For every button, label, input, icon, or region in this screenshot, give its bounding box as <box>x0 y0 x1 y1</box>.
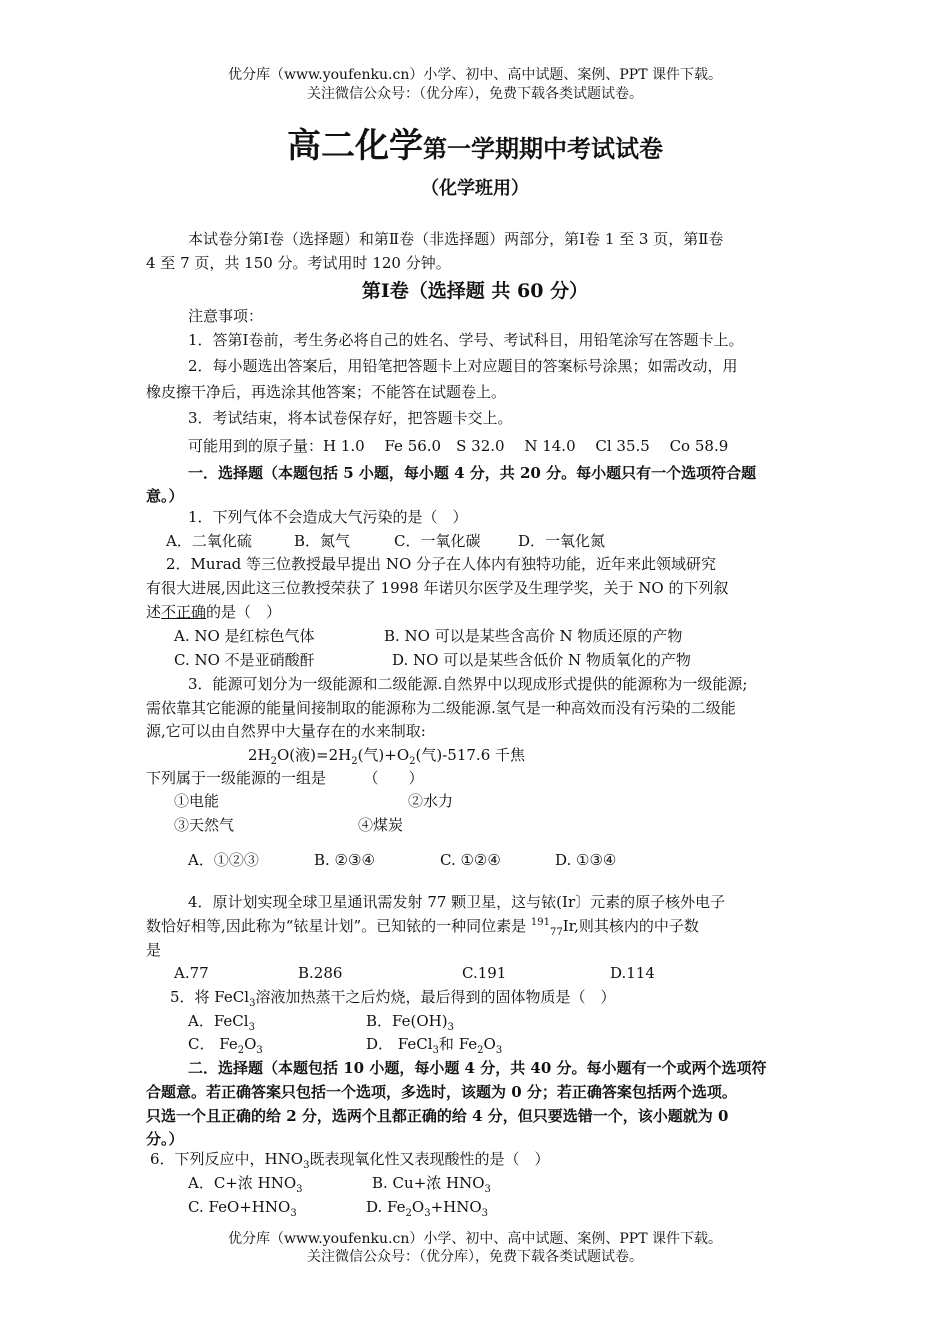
q6-c-text: C. FeO+HNO <box>188 1198 291 1216</box>
q1-option-b: B．氮气 <box>294 532 351 550</box>
q5-stem-sub: 3 <box>249 998 256 1009</box>
q4-line-1: 4．原计划实现全球卫星通讯需发射 77 颗卫星，这与铱(Ir〕元素的原子核外电子 <box>188 893 726 911</box>
page-subtitle: （化学班用） <box>421 178 529 199</box>
eq-part-a: 2H <box>248 746 271 764</box>
eq-part-c: (气)+O <box>357 746 410 764</box>
eq-part-b: O(液)=2H <box>277 746 352 764</box>
intro-line-2: 4 至 7 页，共 150 分。考试用时 120 分钟。 <box>146 254 451 272</box>
note-2b: 橡皮擦干净后，再选涂其他答案；不能答在试题卷上。 <box>146 383 507 401</box>
part1-line-2: 意。） <box>146 487 184 505</box>
q6-d-sub3: 3 <box>481 1208 489 1219</box>
q5-d-sub1: 3 <box>432 1045 439 1056</box>
q1-stem: 1．下列气体不会造成大气污染的是（ ） <box>188 508 468 526</box>
q6-b-text: B. Cu+浓 HNO <box>372 1174 485 1192</box>
section-title: 第Ⅰ卷（选择题 共 60 分） <box>361 280 589 302</box>
q2-underlined: 不正确 <box>161 603 207 621</box>
q5-d-text3: O <box>483 1035 496 1053</box>
intro-line-1: 本试卷分第Ⅰ卷（选择题）和第Ⅱ卷（非选择题）两部分，第Ⅰ卷 1 至 3 页，第Ⅱ卷 <box>188 230 724 248</box>
q5-c-sub1: 2 <box>237 1045 245 1056</box>
q6-option-d <box>366 1197 488 1217</box>
q2-line-3 <box>146 602 281 622</box>
notes-heading: 注意事项： <box>188 307 264 325</box>
q4-line-2 <box>146 916 699 936</box>
note-1: 1．答第Ⅰ卷前，考生务必将自己的姓名、学号、考试科目，用铅笔涂写在答题卡上。 <box>188 331 744 349</box>
q5-c-text2: O <box>244 1035 257 1053</box>
header-line-1: 优分库（www.youfenku.cn）小学、初中、高中试题、案例、PPT 课件下载。 <box>227 67 722 83</box>
q4-line-2b: Ir,则其核内的中子数 <box>562 917 699 935</box>
q4-option-d: D.114 <box>610 964 655 982</box>
q6-stem-a: 6．下列反应中，HNO <box>150 1150 304 1168</box>
q6-stem-sub: 3 <box>303 1160 310 1171</box>
q2-line-1: 2．Murad 等三位教授最早提出 NO 分子在人体内有独特功能，近年来此领域研究 <box>166 555 717 573</box>
q6-b-sub: 3 <box>484 1184 491 1195</box>
eq-part-d: (气)-517.6 千焦 <box>415 746 526 764</box>
q6-option-a <box>188 1173 303 1193</box>
q3-line-3: 源,它可以由自然界中大量存在的水来制取: <box>146 722 426 740</box>
part2-line-1: 二．选择题（本题包括 10 小题，每小题 4 分，共 40 分。每小题有一个或两个选项符 <box>188 1059 767 1077</box>
q5-a-sub: 3 <box>248 1022 255 1033</box>
header-line-2: 关注微信公众号：（优分库），免费下载各类试题试卷。 <box>307 86 643 102</box>
q6-a-text: A．C+浓 HNO <box>188 1174 297 1192</box>
q6-a-sub: 3 <box>296 1184 303 1195</box>
part2-line-2: 合题意。若正确答案只包括一个选项，多选时，该题为 0 分；若正确答案包括两个选项。 <box>146 1083 737 1101</box>
q3-option-a: A．①②③ <box>188 851 259 869</box>
q2-option-c: C. NO 不是亚硝酸酐 <box>174 651 315 669</box>
q6-option-c <box>188 1197 297 1217</box>
q5-a-text: A．FeCl <box>188 1012 249 1030</box>
footer-line-2: 关注微信公众号：（优分库），免费下载各类试题试卷。 <box>307 1249 643 1265</box>
q4-option-c: C.191 <box>462 964 507 982</box>
q4-option-b: B.286 <box>298 964 343 982</box>
q3-item-2: ②水力 <box>408 792 454 810</box>
q6-d-text1: D. Fe <box>366 1198 406 1216</box>
page-title <box>0 118 950 167</box>
q1-option-c: C．一氧化碳 <box>394 532 481 550</box>
q5-stem-a: 5．将 FeCl <box>170 988 250 1006</box>
note-2a: 2．每小题选出答案后，用铅笔把答题卡上对应题目的答案标号涂黑；如需改动，用 <box>188 357 738 375</box>
q5-c-text1: C． Fe <box>188 1035 238 1053</box>
eq-sub-1: 2 <box>270 756 277 767</box>
eq-sub-2: 2 <box>351 756 358 767</box>
q5-d-text2: 和 Fe <box>438 1035 478 1053</box>
q2-option-a: A. NO 是红棕色气体 <box>174 627 315 645</box>
q2-line-3a: 述 <box>146 603 162 621</box>
q6-d-text2: O <box>411 1198 425 1216</box>
q6-d-text3: +HNO <box>430 1198 482 1216</box>
q2-option-b: B. NO 可以是某些含高价 N 物质还原的产物 <box>384 627 683 645</box>
q5-d-text1: D． FeCl <box>366 1035 433 1053</box>
q3-equation <box>248 745 525 765</box>
q5-d-sub3: 3 <box>495 1045 503 1056</box>
q2-option-d: D. NO 可以是某些含低价 N 物质氧化的产物 <box>392 651 691 669</box>
title-small: 第一学期期中考试试卷 <box>423 134 663 163</box>
q4-line-3: 是 <box>146 941 162 959</box>
q2-line-3b: 的是（ ） <box>206 603 282 621</box>
part2-line-4: 分。） <box>146 1130 184 1148</box>
q5-b-text: B．Fe(OH) <box>366 1012 448 1030</box>
q5-stem-b: 溶液加热蒸干之后灼烧，最后得到的固体物质是（ ） <box>255 988 616 1006</box>
part1-line-1: 一．选择题（本题包括 5 小题，每小题 4 分，共 20 分。每小题只有一个选项符合题 <box>188 464 757 482</box>
q4-option-a: A.77 <box>174 964 209 982</box>
q4-mass-number: 191 <box>530 917 550 928</box>
q5-d-sub2: 2 <box>477 1045 484 1056</box>
q6-stem <box>150 1149 549 1169</box>
q3-option-b: B. ②③④ <box>314 851 375 869</box>
q3-item-3: ③天然气 <box>174 816 235 834</box>
atomic-weights: 可能用到的原子量：H 1.0 Fe 56.0 S 32.0 N 14.0 Cl 35.5 Co 58.9 <box>188 437 729 455</box>
q3-option-c: C. ①②④ <box>440 851 501 869</box>
q3-item-4: ④煤炭 <box>358 816 404 834</box>
q4-atomic-number: 77 <box>549 927 563 938</box>
eq-sub-3: 2 <box>409 756 416 767</box>
q6-stem-b: 既表现氧化性又表现酸性的是（ ） <box>309 1150 550 1168</box>
part2-line-3: 只选一个且正确的给 2 分，选两个且都正确的给 4 分，但只要选错一个，该小题就为 0 <box>146 1107 729 1125</box>
q5-option-b <box>366 1011 454 1031</box>
title-big: 高二化学 <box>287 126 423 166</box>
q3-item-1: ①电能 <box>174 792 220 810</box>
q5-stem <box>170 987 615 1007</box>
q6-d-sub2: 3 <box>424 1208 431 1219</box>
q5-option-c <box>188 1034 263 1054</box>
q4-line-2a: 数恰好相等,因此称为“铱星计划”。已知铱的一种同位素是 <box>146 917 531 935</box>
footer-line-1: 优分库（www.youfenku.cn）小学、初中、高中试题、案例、PPT 课件下载。 <box>227 1231 722 1247</box>
q6-option-b <box>372 1173 491 1193</box>
q5-c-sub2: 3 <box>256 1045 263 1056</box>
q5-option-a <box>188 1011 255 1031</box>
q3-option-d: D. ①③④ <box>555 851 617 869</box>
q6-c-sub: 3 <box>290 1208 297 1219</box>
note-3: 3．考试结束，将本试卷保存好，把答题卡交上。 <box>188 409 513 427</box>
q5-b-sub: 3 <box>447 1022 454 1033</box>
q3-line-1: 3．能源可划分为一级能源和二级能源.自然界中以现成形式提供的能源称为一级能源; <box>188 675 748 693</box>
q2-line-2: 有很大进展,因此这三位教授荣获了 1998 年诺贝尔医学及生理学奖，关于 NO 的下列叙 <box>146 579 729 597</box>
q6-d-sub1: 2 <box>405 1208 412 1219</box>
q5-option-d <box>366 1034 502 1054</box>
q3-line-2: 需依靠其它能源的能量间接制取的能源称为二级能源.氢气是一种高效而没有污染的二级能 <box>146 699 736 717</box>
q3-line-4: 下列属于一级能源的一组是 （ ） <box>146 769 424 787</box>
q1-option-d: D．一氧化氮 <box>518 532 606 550</box>
q1-option-a: A．二氧化硫 <box>166 532 252 550</box>
